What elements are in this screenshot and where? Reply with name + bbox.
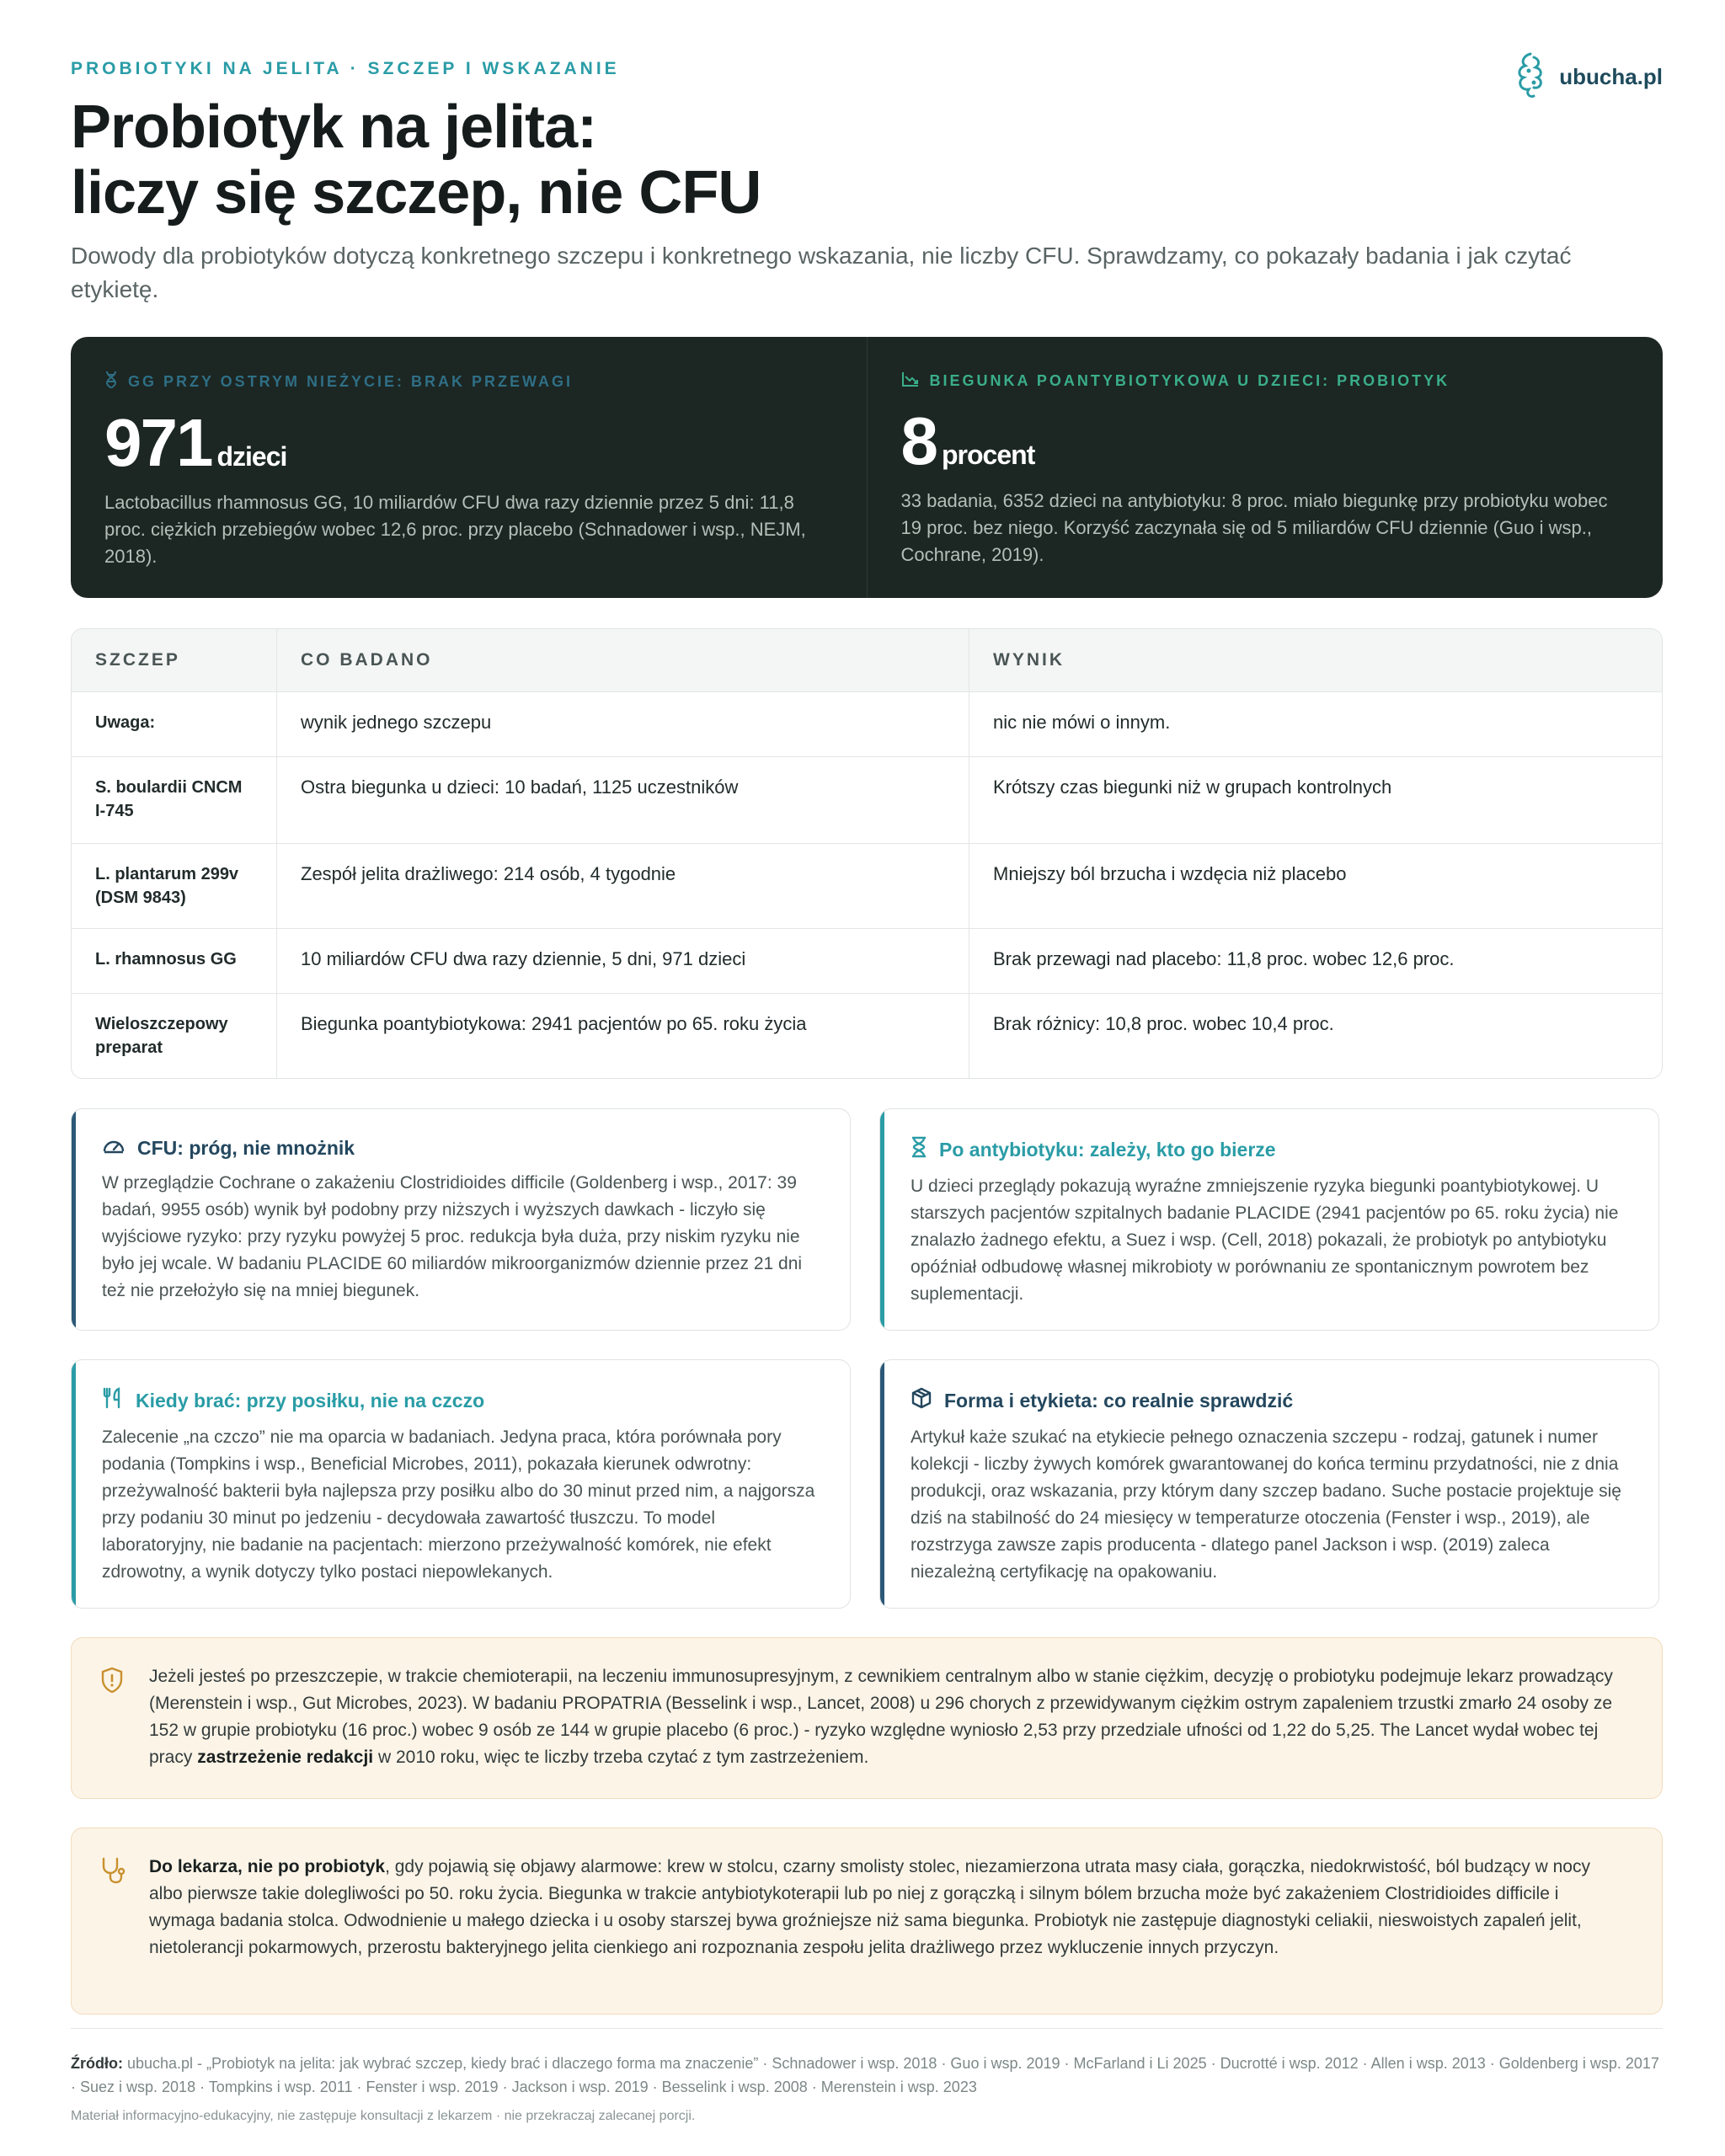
card-label: [879, 1359, 1659, 1609]
studied-cell: Ostra biegunka u dzieci: 10 badań, 1125 uczestników: [277, 757, 969, 843]
stats-panel: [71, 337, 1663, 598]
trend-down-icon: [901, 371, 920, 392]
fork-knife-icon: [102, 1387, 124, 1414]
subtitle: Dowody dla probiotyków dotyczą konkretnego szczepu i konkretnego wskazania, nie liczby CFU. Sprawdzamy, co pokazały badania i jak czytać etykietę.: [71, 243, 1572, 302]
stat-value: [104, 405, 833, 480]
shield-alert-icon: [100, 1667, 124, 1698]
card-cfu: [71, 1108, 851, 1331]
result-cell: Brak różnicy: 10,8 proc. wobec 10,4 proc.: [993, 1013, 1334, 1034]
stat-value: [900, 403, 1630, 478]
warning-text: Jeżeli jesteś po przeszczepie, w trakcie chemioterapii, na leczeniu immunosupresyjnym, z cewnikiem centralnym albo w stanie ciężkim, decyzję o probiotyku podejmuje lekarz prowadzący (Merenstein i wsp., Gut Microbes, 2023). W badaniu PROPATRIA (Besselink i wsp., Lancet, 2008) u 296 chorych z przewidywanym ciężkim ostrym zapaleniem trzustki zmarło 24 osoby ze 152 w grupie probiotyku (16 proc.) wobec 9 osób ze 144 w grupie placebo (6 proc.) - ryzyko względne wyniosło 2,53 przy przedziale ufności od 1,22 do 5,25. The Lancet wydał wobec tej pracy zastrzeżenie redakcji w 2010 roku, więc te liczby trzeba czytać z tym zastrzeżeniem.: [149, 1667, 1613, 1767]
table-header-cell: SZCZEP: [72, 629, 277, 691]
result-cell: nic nie mówi o innym.: [993, 712, 1171, 733]
table-row: [72, 756, 1662, 843]
strain-table: [71, 628, 1663, 1079]
hourglass-icon: [911, 1136, 927, 1163]
warning-notice: [71, 1637, 1663, 1799]
table-row: [72, 928, 1662, 993]
card-body: Zalecenie „na czczo” nie ma oparcia w badaniach. Jedyna praca, która porównała pory podania (Tompkins i wsp., Beneficial Microbes, 2011), pokazała kierunek odwrotny: przeżywalność bakterii była najlepsza przy posiłku albo do 30 minut przed nim, a najgorsza przy podaniu 30 minut po jedzeniu - decydowała zawartość tłuszczu. To model laboratoryjny, nie badanie na pacjentach: mierzono przeżywalność komórek, nie efekt zdrowotny, a wynik dotyczy tylko postaci niepowlekanych.: [102, 1428, 815, 1582]
stat-unit: dzieci: [216, 441, 287, 472]
stat-label: BIEGUNKA POANTYBIOTYKOWA U DZIECI: PROBIOTYK: [901, 371, 1630, 392]
stat-number: 971: [104, 405, 212, 480]
package-icon: [911, 1387, 932, 1414]
disclaimer: Materiał informacyjno-edukacyjny, nie zastępuje konsultacji z lekarzem · nie przekraczaj zalecanej porcji.: [71, 2109, 696, 2123]
logo[interactable]: [1512, 51, 1663, 104]
table-header-row: [72, 629, 1662, 691]
stat-label: GG PRZY OSTRYM NIEŻYCIE: BRAK PRZEWAGI: [104, 371, 833, 393]
gauge-icon: [102, 1136, 126, 1160]
editorial-note: zastrzeżenie redakcji: [197, 1748, 374, 1767]
card-body: U dzieci przeglądy pokazują wyraźne zmniejszenie ryzyka biegunki poantybiotykowej. U starszych pacjentów szpitalnych badanie PLACIDE (2941 pacjentów po 65. roku życia) nie znalazło żadnego efektu, a Suez i wsp. (Cell, 2018) pokazali, że probiotyk po antybiotyku opóźniał odbudowę własnej mikrobioty w porównaniu ze spontanicznym powrotem bez suplementacji.: [911, 1177, 1619, 1304]
footer-divider: [71, 2028, 1663, 2029]
stat-unit: procent: [942, 440, 1035, 470]
result-cell: Mniejszy ból brzucha i wzdęcia niż placebo: [993, 863, 1347, 884]
card-timing: [71, 1359, 851, 1609]
studied-cell: Zespół jelita drażliwego: 214 osób, 4 tygodnie: [277, 844, 969, 928]
strain-cell: L. plantarum 299v (DSM 9843): [72, 844, 277, 928]
kombucha-logo-icon: [1512, 51, 1549, 104]
result-cell: Brak przewagi nad placebo: 11,8 proc. wobec 12,6 proc.: [993, 948, 1455, 969]
logo-text: ubucha.pl: [1559, 64, 1663, 89]
strain-cell: S. boulardii CNCM I-745: [72, 757, 277, 843]
stat-antibiotic: [867, 337, 1664, 598]
stat-description: Lactobacillus rhamnosus GG, 10 miliardów CFU dwa razy dziennie przez 5 dni: 11,8 proc. ciężkich przebiegów wobec 12,6 proc. przy placebo (Schnadower i wsp., NEJM, 2018).: [104, 492, 806, 567]
eyebrow: PROBIOTYKI NA JELITA · SZCZEP I WSKAZANIE: [71, 59, 620, 78]
card-title: Forma i etykieta: co realnie sprawdzić: [911, 1387, 1632, 1414]
studied-cell: 10 miliardów CFU dwa razy dziennie, 5 dni, 971 dzieci: [277, 929, 969, 993]
stat-number: 8: [900, 403, 937, 478]
card-title: Po antybiotyku: zależy, kto go bierze: [911, 1136, 1632, 1163]
table-row: [72, 993, 1662, 1078]
stethoscope-icon: [100, 1857, 126, 1888]
studied-cell: Biegunka poantybiotykowa: 2941 pacjentów po 65. roku życia: [277, 994, 969, 1078]
sources: Źródło: ubucha.pl - „Probiotyk na jelita: jak wybrać szczep, kiedy brać i dlaczego forma ma znaczenie” · Schnadower i wsp. 2018 · Guo i wsp. 2019 · McFarland i Li 2025 · Ducrotté i wsp. 2012 · Allen i wsp. 2013 · Goldenberg i wsp. 2017 · Suez i wsp. 2018 · Tompkins i wsp. 2011 · Fenster i wsp. 2019 · Jackson i wsp. 2019 · Besselink i wsp. 2008 · Merenstein i wsp. 2023: [71, 2055, 1659, 2095]
strain-cell: Wieloszczepowy preparat: [72, 994, 277, 1078]
doctor-text: Do lekarza, nie po probiotyk, gdy pojawią się objawy alarmowe: krew w stolcu, czarny smolisty stolec, niezamierzona utrata masy ciała, gorączka, niedokrwistość, ból budzący w nocy albo pierwsze takie dolegliwości po 50. roku życia. Biegunka w trakcie antybiotykoterapii lub po niej z gorączką i silnym bólem brzucha może być zakażeniem Clostridioides difficile i wymaga badania stolca. Odwodnienie u małego dziecka i u osoby starszej bywa groźniejsze niż sama biegunka. Probiotyk nie zastępuje diagnostyki celiakii, nieswoistych zapaleń jelit, nietolerancji pokarmowych, przerostu bakteryjnego jelita cienkiego ani rozpoznania zespołu jelita drażliwego przez wykluczenie innych przyczyn.: [149, 1857, 1590, 1957]
title-line-1: Probiotyk na jelita:: [71, 93, 597, 161]
doctor-notice: [71, 1828, 1663, 2015]
result-cell: Krótszy czas biegunki niż w grupach kontrolnych: [993, 776, 1392, 798]
card-body: W przeglądzie Cochrane o zakażeniu Clostridioides difficile (Goldenberg i wsp., 2017: 39 badań, 9955 osób) wynik był podobny przy niższych i wyższych dawkach - liczyło się wyjściowe ryzyko: przy ryzyku powyżej 5 proc. redukcja była duża, przy niskim ryzyku nie było jej wcale. W badaniu PLACIDE 60 miliardów mikroorganizmów dziennie przez 21 dni też nie przełożyło się na mniej biegunek.: [102, 1173, 803, 1300]
page-title: [71, 94, 761, 226]
table-row: [72, 843, 1662, 928]
card-antibiotic: [879, 1108, 1659, 1331]
strain-cell: L. rhamnosus GG: [72, 929, 277, 993]
studied-cell: wynik jednego szczepu: [277, 692, 969, 756]
card-title: Kiedy brać: przy posiłku, nie na czczo: [102, 1387, 823, 1414]
card-title: CFU: próg, nie mnożnik: [102, 1136, 823, 1160]
table-header-cell: CO BADANO: [277, 629, 969, 691]
title-line-2: liczy się szczep, nie CFU: [71, 159, 761, 227]
dna-icon: [104, 371, 118, 393]
table-header-cell: WYNIK: [993, 650, 1065, 670]
card-body: Artykuł każe szukać na etykiecie pełnego oznaczenia szczepu - rodzaj, gatunek i numer kolekcji - liczby żywych komórek gwarantowanej do końca terminu przydatności, nie z dnia produkcji, oraz wskazania, przy którym dany szczep badano. Suche postacie projektuje się dziś na stabilność do 24 miesięcy w temperaturze otoczenia (Fenster i wsp., 2019), ale rozstrzyga zawsze zapis producenta - dlatego panel Jackson i wsp. (2019) zaleca niezależną certyfikację na opakowaniu.: [911, 1428, 1621, 1582]
strain-cell: Uwaga:: [72, 692, 277, 756]
stat-lgg: [71, 337, 867, 598]
table-row: [72, 691, 1662, 756]
stat-description: 33 badania, 6352 dzieci na antybiotyku: 8 proc. miało biegunkę przy probiotyku wobec 19 proc. bez niego. Korzyść zaczynała się od 5 miliardów CFU dziennie (Guo i wsp., Cochrane, 2019).: [900, 490, 1608, 565]
